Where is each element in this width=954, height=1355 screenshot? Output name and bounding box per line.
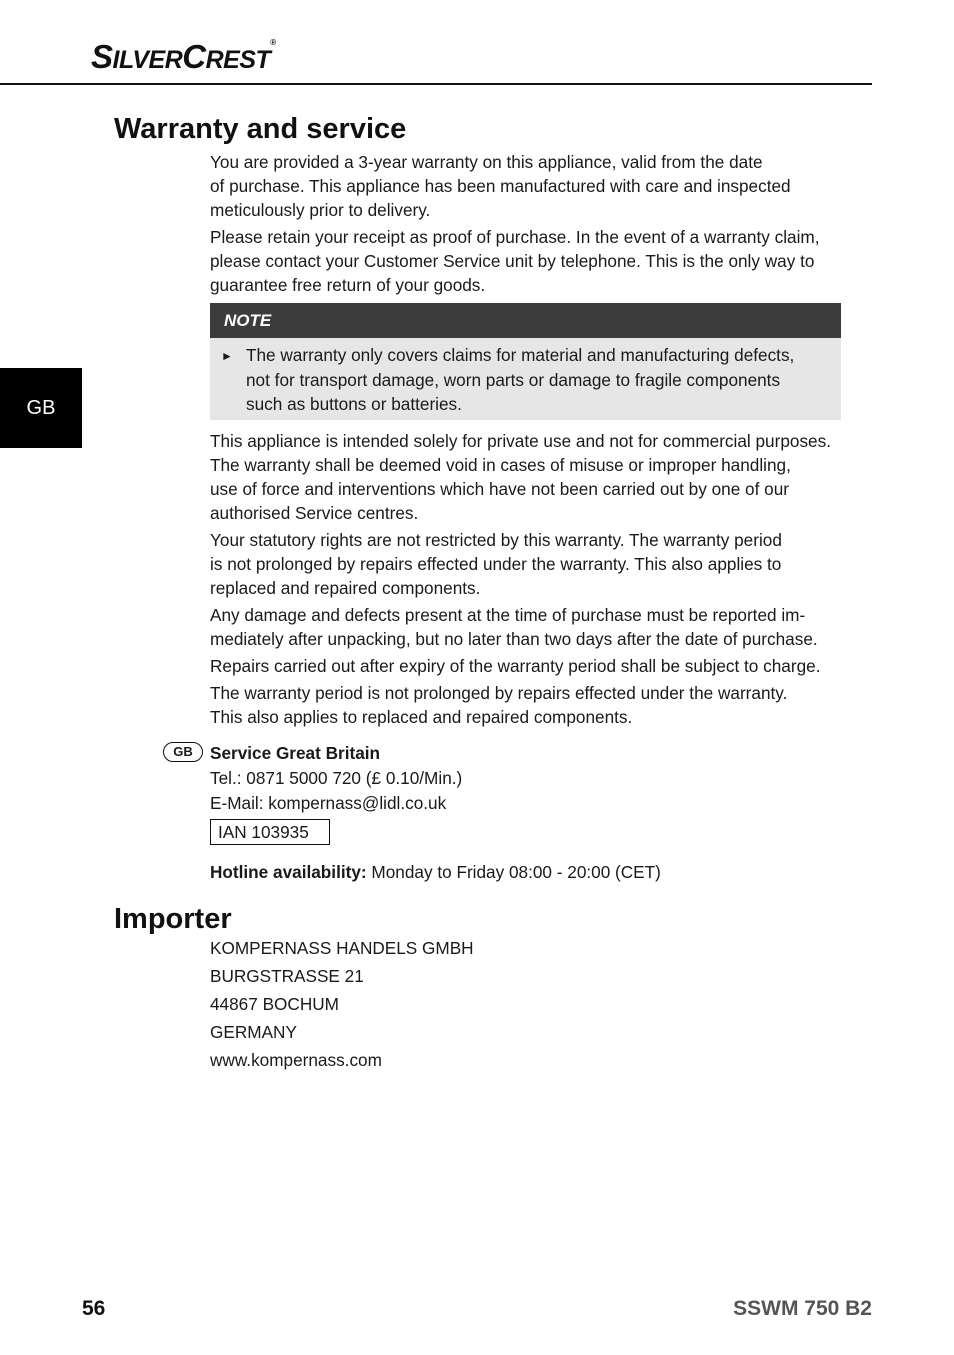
arrow-right-icon: ► bbox=[221, 349, 233, 363]
note-box bbox=[210, 303, 841, 420]
warranty-paragraph-7: The warranty period is not prolonged by repairs effected under the warranty. This also applies to replaced and repaired components. bbox=[210, 683, 788, 727]
service-title: Service Great Britain bbox=[210, 743, 381, 763]
warranty-paragraph-3: This appliance is intended solely for private use and not for commercial purposes. The warranty shall be deemed void in cases of misuse or improper handling, use of force and interventions which have not been carried out by one of our authorised Service centres. bbox=[210, 431, 831, 523]
gb-country-badge: GB bbox=[163, 742, 203, 762]
warranty-paragraph-4: Your statutory rights are not restricted by this warranty. The warranty period is not prolonged by repairs effected under the warranty. This also applies to replaced and repaired components. bbox=[210, 530, 782, 598]
warranty-heading: Warranty and service bbox=[114, 113, 407, 145]
importer-country: GERMANY bbox=[210, 1022, 297, 1042]
silvercrest-logo: SILVERCREST® bbox=[91, 38, 276, 75]
service-email: E-Mail: kompernass@lidl.co.uk bbox=[210, 793, 447, 813]
warranty-paragraph-1: You are provided a 3-year warranty on this appliance, valid from the date of purchase. This appliance has been manufactured with care and inspected meticulously prior to delivery. bbox=[210, 152, 791, 220]
importer-heading: Importer bbox=[114, 903, 232, 935]
warranty-paragraph-6: Repairs carried out after expiry of the warranty period shall be subject to charge. bbox=[210, 656, 821, 676]
model-number: SSWM 750 B2 bbox=[733, 1297, 872, 1320]
language-tab: GB bbox=[0, 368, 82, 448]
hotline-availability: Hotline availability: Monday to Friday 08:00 - 20:00 (CET) bbox=[210, 862, 661, 882]
service-telephone: Tel.: 0871 5000 720 (£ 0.10/Min.) bbox=[210, 768, 463, 788]
warranty-paragraph-2: Please retain your receipt as proof of purchase. In the event of a warranty claim, please contact your Customer Service unit by telephone. This is the only way to guarantee free return of your goods. bbox=[210, 227, 820, 295]
importer-website: www.kompernass.com bbox=[210, 1050, 382, 1070]
importer-street: BURGSTRASSE 21 bbox=[210, 966, 364, 986]
header-divider bbox=[0, 83, 872, 85]
page-number: 56 bbox=[82, 1297, 106, 1320]
note-heading: NOTE bbox=[210, 303, 841, 338]
note-body: ► The warranty only covers claims for material and manufacturing defects, not for transport damage, worn parts or damage to fragile components such as buttons or batteries. bbox=[221, 345, 795, 414]
ian-number-box: IAN 103935 bbox=[210, 819, 330, 845]
warranty-paragraph-5: Any damage and defects present at the time of purchase must be reported im- mediately after unpacking, but no later than two days after the date of purchase. bbox=[210, 605, 818, 649]
importer-city: 44867 BOCHUM bbox=[210, 994, 339, 1014]
importer-company: KOMPERNASS HANDELS GMBH bbox=[210, 938, 474, 958]
